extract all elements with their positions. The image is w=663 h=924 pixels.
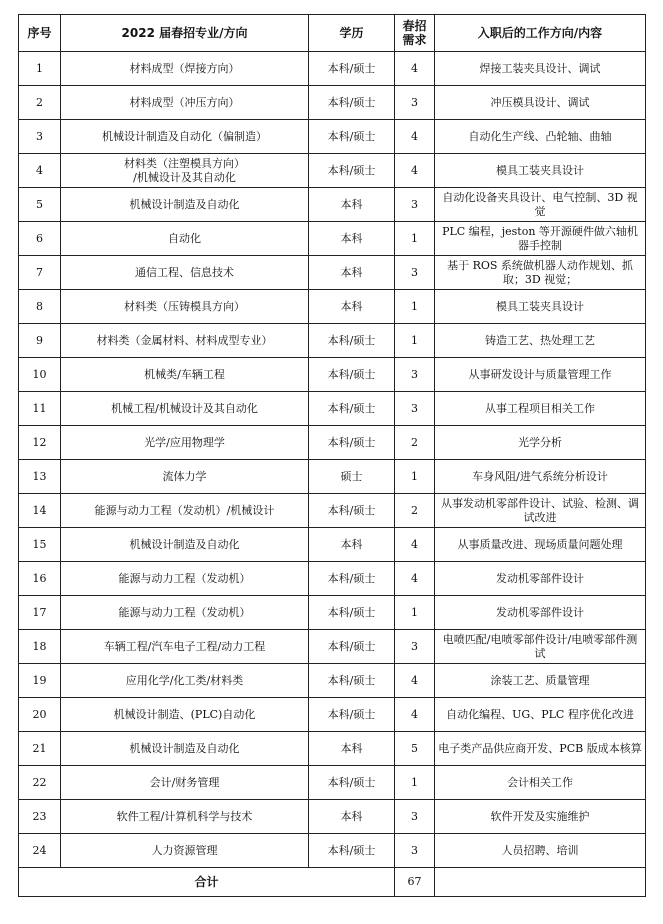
cell-seq: 22 [19, 766, 61, 800]
cell-demand: 3 [395, 358, 435, 392]
table-row [19, 664, 646, 698]
header-row [19, 15, 646, 52]
table-row [19, 324, 646, 358]
cell-demand: 4 [395, 698, 435, 732]
cell-demand: 3 [395, 834, 435, 868]
cell-major: 机械设计制造及自动化 [61, 188, 309, 222]
cell-degree: 本科 [309, 188, 395, 222]
cell-work: 焊接工装夹具设计、调试 [435, 52, 646, 86]
cell-major: 能源与动力工程（发动机） [61, 596, 309, 630]
cell-demand: 3 [395, 630, 435, 664]
cell-seq: 21 [19, 732, 61, 766]
cell-work: 自动化编程、UG、PLC 程序优化改进 [435, 698, 646, 732]
cell-degree: 本科/硕士 [309, 834, 395, 868]
cell-major: 光学/应用物理学 [61, 426, 309, 460]
cell-demand: 1 [395, 766, 435, 800]
cell-degree: 本科 [309, 290, 395, 324]
cell-seq: 11 [19, 392, 61, 426]
total-value: 67 [395, 868, 435, 897]
cell-demand: 1 [395, 222, 435, 256]
cell-seq: 4 [19, 154, 61, 188]
cell-demand: 4 [395, 154, 435, 188]
header-degree: 学历 [309, 15, 395, 52]
cell-seq: 7 [19, 256, 61, 290]
cell-work: 自动化设备夹具设计、电气控制、3D 视觉 [435, 188, 646, 222]
cell-major: 会计/财务管理 [61, 766, 309, 800]
cell-major: 材料类（注塑模具方向） /机械设计及其自动化 [61, 154, 309, 188]
cell-major: 软件工程/计算机科学与技术 [61, 800, 309, 834]
cell-seq: 24 [19, 834, 61, 868]
table-row [19, 120, 646, 154]
cell-work: 从事工程项目相关工作 [435, 392, 646, 426]
cell-work: 发动机零部件设计 [435, 562, 646, 596]
cell-seq: 17 [19, 596, 61, 630]
cell-degree: 本科 [309, 800, 395, 834]
cell-demand: 1 [395, 460, 435, 494]
cell-demand: 3 [395, 188, 435, 222]
cell-major: 机械设计制造及自动化 [61, 528, 309, 562]
cell-major: 机械设计制造及自动化（偏制造） [61, 120, 309, 154]
table-row [19, 52, 646, 86]
cell-demand: 3 [395, 392, 435, 426]
cell-demand: 2 [395, 494, 435, 528]
cell-seq: 19 [19, 664, 61, 698]
table-row [19, 358, 646, 392]
cell-demand: 4 [395, 120, 435, 154]
cell-work: 冲压模具设计、调试 [435, 86, 646, 120]
table-row [19, 392, 646, 426]
cell-degree: 本科/硕士 [309, 52, 395, 86]
cell-major: 机械类/车辆工程 [61, 358, 309, 392]
table-row [19, 460, 646, 494]
cell-major: 材料成型（冲压方向） [61, 86, 309, 120]
cell-seq: 2 [19, 86, 61, 120]
cell-demand: 3 [395, 256, 435, 290]
table-row [19, 188, 646, 222]
cell-demand: 3 [395, 86, 435, 120]
cell-degree: 本科/硕士 [309, 358, 395, 392]
cell-degree: 本科/硕士 [309, 596, 395, 630]
cell-work: 从事质量改进、现场质量问题处理 [435, 528, 646, 562]
cell-work: 光学分析 [435, 426, 646, 460]
cell-seq: 5 [19, 188, 61, 222]
cell-work: 自动化生产线、凸轮轴、曲轴 [435, 120, 646, 154]
cell-seq: 14 [19, 494, 61, 528]
cell-seq: 16 [19, 562, 61, 596]
cell-demand: 4 [395, 528, 435, 562]
cell-degree: 本科 [309, 528, 395, 562]
cell-work: PLC 编程，jeston 等开源硬件做六轴机器手控制 [435, 222, 646, 256]
table-row [19, 154, 646, 188]
cell-major: 材料类（金属材料、材料成型专业） [61, 324, 309, 358]
cell-degree: 本科/硕士 [309, 392, 395, 426]
cell-work: 软件开发及实施维护 [435, 800, 646, 834]
table-row [19, 222, 646, 256]
cell-demand: 1 [395, 324, 435, 358]
recruitment-table [18, 14, 646, 897]
cell-seq: 9 [19, 324, 61, 358]
cell-major: 车辆工程/汽车电子工程/动力工程 [61, 630, 309, 664]
cell-major: 应用化学/化工类/材料类 [61, 664, 309, 698]
cell-major: 人力资源管理 [61, 834, 309, 868]
table-footer [19, 868, 646, 897]
table-row [19, 800, 646, 834]
cell-degree: 本科/硕士 [309, 120, 395, 154]
cell-degree: 本科/硕士 [309, 426, 395, 460]
cell-seq: 6 [19, 222, 61, 256]
cell-seq: 13 [19, 460, 61, 494]
cell-degree: 本科 [309, 732, 395, 766]
table-row [19, 256, 646, 290]
table-row [19, 732, 646, 766]
cell-demand: 4 [395, 52, 435, 86]
header-seq: 序号 [19, 15, 61, 52]
cell-degree: 本科/硕士 [309, 664, 395, 698]
cell-work: 模具工装夹具设计 [435, 290, 646, 324]
table-row [19, 86, 646, 120]
cell-degree: 本科 [309, 256, 395, 290]
cell-degree: 本科/硕士 [309, 494, 395, 528]
cell-seq: 23 [19, 800, 61, 834]
cell-degree: 本科 [309, 222, 395, 256]
cell-degree: 本科/硕士 [309, 324, 395, 358]
cell-degree: 硕士 [309, 460, 395, 494]
cell-seq: 8 [19, 290, 61, 324]
cell-demand: 4 [395, 562, 435, 596]
cell-seq: 20 [19, 698, 61, 732]
table-row [19, 562, 646, 596]
table-row [19, 630, 646, 664]
cell-work: 电喷匹配/电喷零部件设计/电喷零部件测试 [435, 630, 646, 664]
table-row [19, 766, 646, 800]
cell-seq: 12 [19, 426, 61, 460]
cell-seq: 15 [19, 528, 61, 562]
cell-demand: 3 [395, 800, 435, 834]
table-row [19, 528, 646, 562]
table-row [19, 834, 646, 868]
cell-demand: 1 [395, 596, 435, 630]
cell-degree: 本科/硕士 [309, 86, 395, 120]
cell-work: 模具工装夹具设计 [435, 154, 646, 188]
cell-major: 能源与动力工程（发动机） [61, 562, 309, 596]
cell-degree: 本科/硕士 [309, 630, 395, 664]
cell-major: 通信工程、信息技术 [61, 256, 309, 290]
header-demand-line1: 春招 [402, 19, 427, 33]
header-demand [395, 15, 435, 52]
cell-major: 材料类（压铸模具方向） [61, 290, 309, 324]
cell-major: 机械设计制造及自动化 [61, 732, 309, 766]
cell-demand: 1 [395, 290, 435, 324]
cell-work: 电子类产品供应商开发、PCB 版成本核算 [435, 732, 646, 766]
cell-degree: 本科/硕士 [309, 766, 395, 800]
cell-seq: 3 [19, 120, 61, 154]
table-row [19, 290, 646, 324]
cell-major: 能源与动力工程（发动机）/机械设计 [61, 494, 309, 528]
cell-major: 自动化 [61, 222, 309, 256]
cell-degree: 本科/硕士 [309, 698, 395, 732]
total-label: 合计 [19, 868, 395, 897]
cell-major: 机械设计制造、(PLC)自动化 [61, 698, 309, 732]
cell-seq: 1 [19, 52, 61, 86]
cell-demand: 2 [395, 426, 435, 460]
cell-work: 涂装工艺、质量管理 [435, 664, 646, 698]
cell-work: 从事研发设计与质量管理工作 [435, 358, 646, 392]
header-demand-line2: 需求 [402, 33, 427, 47]
cell-work: 发动机零部件设计 [435, 596, 646, 630]
cell-work: 人员招聘、培训 [435, 834, 646, 868]
table-row [19, 426, 646, 460]
table-body [19, 52, 646, 868]
total-row [19, 868, 646, 897]
cell-work: 基于 ROS 系统做机器人动作规划、抓取；3D 视觉； [435, 256, 646, 290]
cell-work: 车身风阻/进气系统分析设计 [435, 460, 646, 494]
header-work: 入职后的工作方向/内容 [435, 15, 646, 52]
total-empty-cell [435, 868, 646, 897]
cell-degree: 本科/硕士 [309, 154, 395, 188]
table-row [19, 494, 646, 528]
table-row [19, 698, 646, 732]
table-row [19, 596, 646, 630]
cell-major: 材料成型（焊接方向） [61, 52, 309, 86]
cell-degree: 本科/硕士 [309, 562, 395, 596]
cell-demand: 5 [395, 732, 435, 766]
cell-demand: 4 [395, 664, 435, 698]
cell-major: 流体力学 [61, 460, 309, 494]
table-header [19, 15, 646, 52]
cell-work: 会计相关工作 [435, 766, 646, 800]
cell-major: 机械工程/机械设计及其自动化 [61, 392, 309, 426]
cell-seq: 18 [19, 630, 61, 664]
cell-work: 从事发动机零部件设计、试验、检测、调试改进 [435, 494, 646, 528]
cell-work: 铸造工艺、热处理工艺 [435, 324, 646, 358]
header-major: 2022 届春招专业/方向 [61, 15, 309, 52]
cell-seq: 10 [19, 358, 61, 392]
